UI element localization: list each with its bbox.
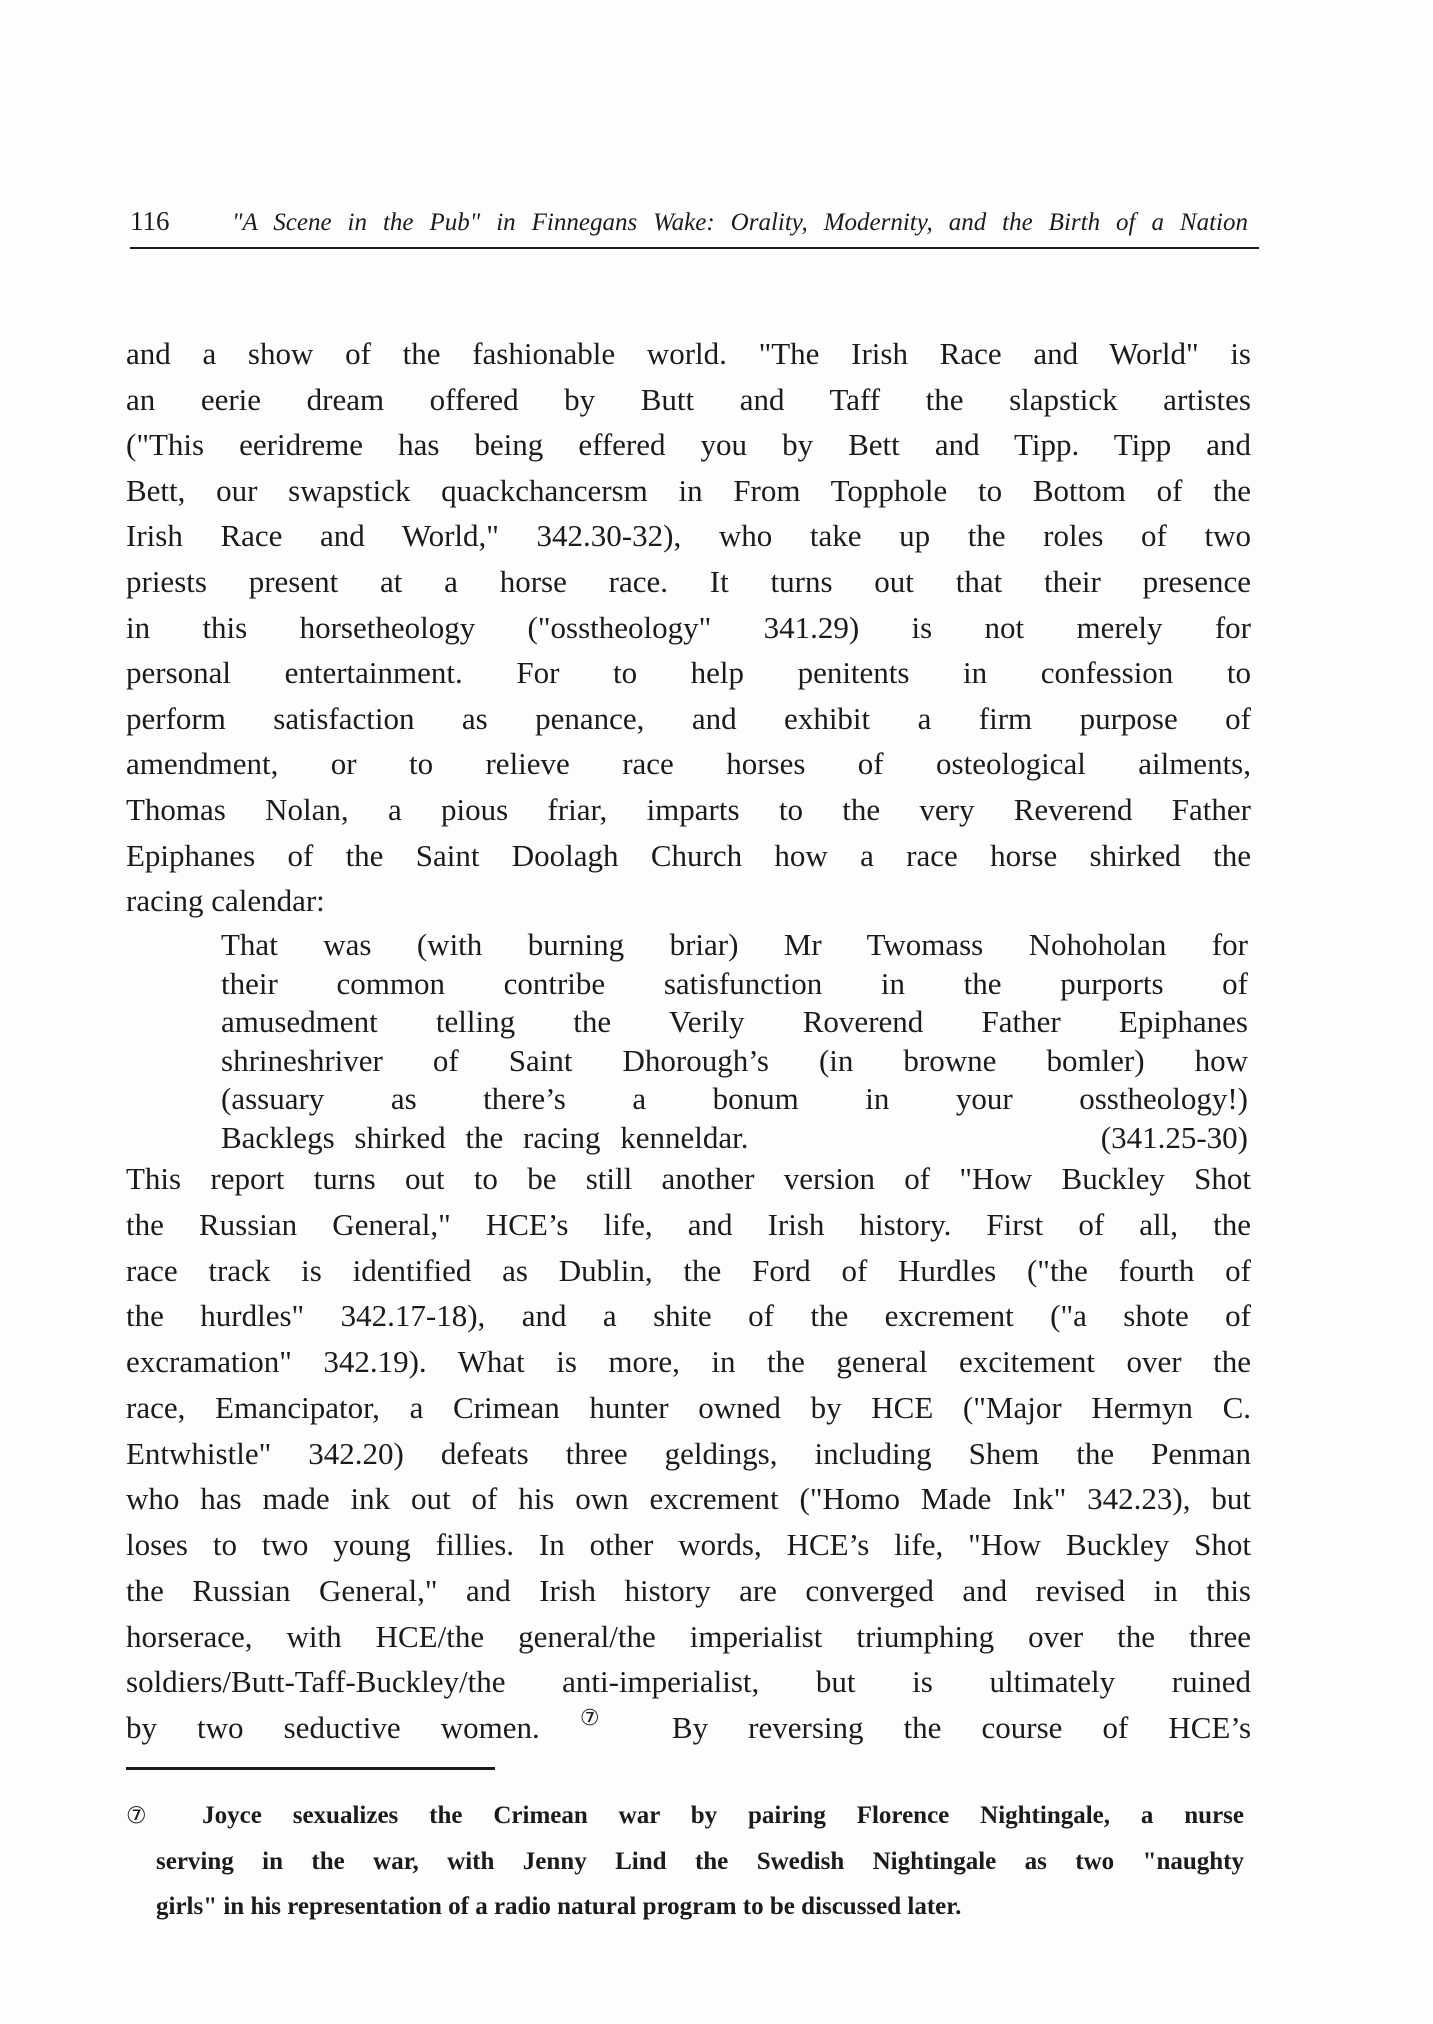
text-line: loses to two young fillies. In other words, HCE’s life, "How Buckley Shot bbox=[126, 1527, 1251, 1562]
text-line: the hurdles" 342.17-18), and a shite of the excrement ("a shote of bbox=[126, 1298, 1251, 1334]
text-line bbox=[126, 1705, 1251, 1751]
footnote-line: serving in the war, with Jenny Lind the Swedish Nightingale as two "naughty bbox=[156, 1848, 1244, 1875]
page-number: 116 bbox=[130, 206, 170, 236]
text-line: perform satisfaction as penance, and exhibit a firm purpose of bbox=[126, 700, 1251, 736]
quote-citation: (341.25-30) bbox=[1100, 1119, 1248, 1155]
quote-line: their common contribe satisfunction in the purports of bbox=[221, 965, 1248, 1001]
footnote-line bbox=[126, 1793, 1244, 1839]
text-line: the Russian General," and Irish history are converged and revised in this bbox=[126, 1572, 1251, 1608]
paragraph-2 bbox=[126, 1156, 1251, 1751]
text-line: Bett, our swapstick quackchancersm in From Topphole to Bottom of the bbox=[126, 472, 1251, 508]
text-line: horserace, with HCE/the general/the imperialist triumphing over the three bbox=[126, 1618, 1251, 1654]
footnote-line: girls" in his representation of a radio natural program to be discussed later. bbox=[156, 1893, 962, 1920]
text-line: Thomas Nolan, a pious friar, imparts to the very Reverend Father bbox=[126, 791, 1251, 827]
quote-line: (assuary as there’s a bonum in your osstheology!) bbox=[221, 1081, 1248, 1116]
footnote-rule bbox=[126, 1767, 495, 1770]
text-line: excramation" 342.19). What is more, in the general excitement over the bbox=[126, 1344, 1251, 1379]
running-title: "A Scene in the Pub" in Finnegans Wake: Orality, Modernity, and the Birth of a Nation bbox=[232, 209, 1248, 236]
block-quote bbox=[221, 926, 1248, 1157]
quote-line: That was (with burning briar) Mr Twomass Nohoholan for bbox=[221, 927, 1248, 962]
footnote-text: Joyce sexualizes the Crimean war by pairing Florence Nightingale, a nurse bbox=[202, 1802, 1245, 1829]
text-line: Irish Race and World," 342.30-32), who take up the roles of two bbox=[126, 518, 1251, 554]
text-line: priests present at a horse race. It turns out that their presence bbox=[126, 563, 1251, 599]
text-line: in this horsetheology ("osstheology" 341.29) is not merely for bbox=[126, 609, 1251, 645]
text-line: This report turns out to be still another version of "How Buckley Shot bbox=[126, 1161, 1251, 1196]
text-line: Epiphanes of the Saint Doolagh Church how a race horse shirked the bbox=[126, 837, 1251, 873]
footnote-reference: ⑦ bbox=[579, 1705, 632, 1731]
text-line: race, Emancipator, a Crimean hunter owned by HCE ("Major Hermyn C. bbox=[126, 1389, 1251, 1425]
quote-line: amusedment telling the Verily Roverend Father Epiphanes bbox=[221, 1004, 1248, 1039]
header-rule bbox=[130, 247, 1259, 249]
running-header bbox=[130, 206, 1259, 246]
paragraph-1 bbox=[126, 331, 1251, 924]
text-line: soldiers/Butt-Taff-Buckley/the anti-imperialist, but is ultimately ruined bbox=[126, 1664, 1251, 1700]
text-line: who has made ink out of his own excrement ("Homo Made Ink" 342.23), but bbox=[126, 1481, 1251, 1517]
text-line: ("This eeridreme has being effered you by Bett and Tipp. Tipp and bbox=[126, 427, 1251, 463]
footnote-marker: ⑦ bbox=[126, 1803, 172, 1829]
text-line: race track is identified as Dublin, the Ford of Hurdles ("the fourth of bbox=[126, 1252, 1251, 1288]
text-line: amendment, or to relieve race horses of osteological ailments, bbox=[126, 746, 1251, 782]
text-segment: By reversing the course of HCE’s bbox=[671, 1710, 1252, 1745]
text-line: personal entertainment. For to help penitents in confession to bbox=[126, 655, 1251, 691]
quote-line: shrineshriver of Saint Dhorough’s (in browne bomler) how bbox=[221, 1042, 1248, 1078]
footnote bbox=[126, 1793, 1244, 1929]
text-line: racing calendar: bbox=[126, 883, 325, 919]
text-line: and a show of the fashionable world. "The Irish Race and World" is bbox=[126, 336, 1251, 371]
text-segment: by two seductive women. bbox=[126, 1710, 540, 1745]
quote-text: Backlegs shirked the racing kenneldar. bbox=[221, 1119, 749, 1155]
text-line: an eerie dream offered by Butt and Taff the slapstick artistes bbox=[126, 381, 1251, 417]
text-line: the Russian General," HCE’s life, and Irish history. First of all, the bbox=[126, 1206, 1251, 1242]
text-line: Entwhistle" 342.20) defeats three geldings, including Shem the Penman bbox=[126, 1435, 1251, 1471]
quote-line bbox=[221, 1119, 1248, 1158]
